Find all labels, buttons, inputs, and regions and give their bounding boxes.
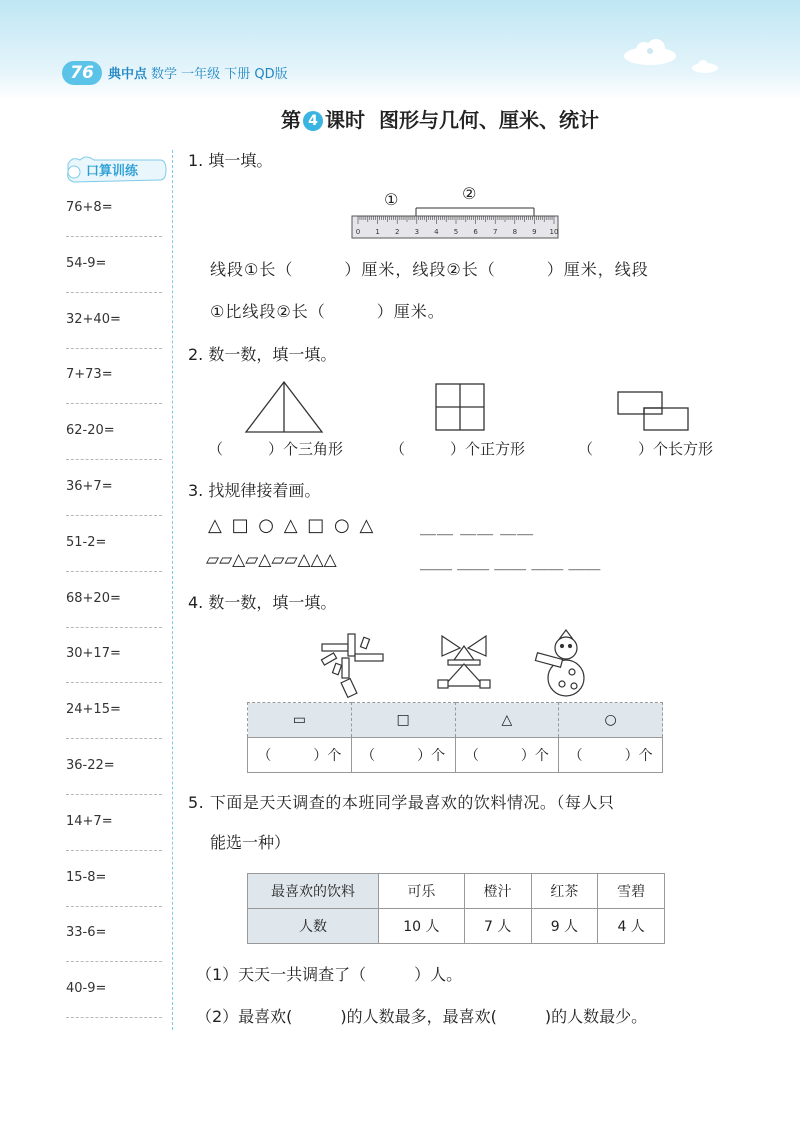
drink-count: 7 人 — [464, 909, 531, 944]
drink-name: 可乐 — [379, 874, 465, 909]
calc-item: 54-9= — [66, 255, 107, 271]
triangle-figure — [244, 380, 324, 434]
calc-answer-line — [66, 906, 162, 907]
answer-triangle[interactable]: （ ）个 — [455, 738, 559, 773]
q1-line2: ①比线段②长（ ）厘米。 — [210, 302, 445, 321]
calc-answer-line — [66, 682, 162, 683]
shape-count-header-row — [248, 703, 663, 738]
calc-answer-line — [66, 794, 162, 795]
q5-title-line2: 能选一种） — [210, 833, 291, 852]
drink-count: 9 人 — [531, 909, 598, 944]
ruler-tick-label: 0 — [355, 228, 361, 236]
calc-item: 24+15= — [66, 702, 121, 718]
figure-snowman — [530, 628, 592, 698]
calc-item: 68+20= — [66, 590, 121, 606]
answer-square[interactable]: （ ）个 — [351, 738, 455, 773]
calc-item: 36+7= — [66, 479, 113, 494]
q2-title: 2. 数一数，填一填。 — [188, 345, 337, 364]
calc-item: 40-9= — [66, 981, 107, 997]
header-circle-icon: ○ — [559, 703, 663, 738]
answer-rectangle[interactable]: （ ）个 — [248, 738, 352, 773]
calc-item: 33-6= — [66, 925, 107, 941]
segment1-label: ① — [384, 190, 399, 209]
page-number: 76 — [62, 61, 102, 85]
oral-training-label: 口算训练 — [86, 164, 139, 179]
calc-item: 76+8= — [66, 200, 113, 215]
book-brand: 典中点 — [108, 67, 148, 82]
calc-item: 36-22= — [66, 758, 115, 773]
q2-answer-square: （ ）个正方形 — [390, 440, 526, 458]
q2-answer-rectangle: （ ）个长方形 — [578, 440, 714, 458]
calc-answer-line — [66, 515, 162, 516]
ruler-tick-label: 6 — [473, 228, 478, 236]
calc-answer-line — [66, 403, 162, 404]
drink-count: 4 人 — [598, 909, 665, 944]
header-rectangle-icon: ▭ — [248, 703, 352, 738]
q4-title: 4. 数一数，填一填。 — [188, 593, 337, 612]
ruler-tick-label: 8 — [512, 228, 518, 236]
calc-item: 51-2= — [66, 534, 107, 550]
ruler-tick-label: 10 — [549, 228, 559, 236]
ruler-tick-label: 4 — [434, 228, 439, 236]
header-triangle-icon: △ — [455, 703, 559, 738]
calc-answer-line — [66, 961, 162, 962]
shape-count-answer-row — [248, 738, 663, 773]
ruler-tick-label: 9 — [532, 228, 537, 236]
ruler-figure — [350, 196, 562, 242]
figure-windmill — [318, 628, 388, 698]
ruler-tick-label: 2 — [394, 228, 400, 236]
sidebar-divider — [172, 150, 173, 1030]
calc-answer-line — [66, 1017, 162, 1018]
calc-item: 14+7= — [66, 813, 113, 829]
book-info — [108, 63, 288, 82]
calc-answer-line — [66, 571, 162, 572]
drink-header-label: 最喜欢的饮料 — [248, 874, 379, 909]
calc-answer-line — [66, 459, 162, 460]
drink-table — [247, 873, 665, 944]
answer-circle[interactable]: （ ）个 — [559, 738, 663, 773]
q3-title: 3. 找规律接着画。 — [188, 481, 321, 500]
q2-answer-triangle: （ ）个三角形 — [208, 440, 344, 458]
q3-row2-pattern: ▱▱△▱△▱▱△△△ — [206, 550, 337, 570]
drink-name: 红茶 — [531, 874, 598, 909]
q3-row2-blanks: ＿＿ ＿＿ ＿＿ ＿＿ ＿＿ — [420, 553, 601, 572]
drink-name: 雪碧 — [598, 874, 665, 909]
q1-title: 1. 填一填。 — [188, 151, 273, 170]
calc-answer-line — [66, 348, 162, 349]
drink-count: 10 人 — [379, 909, 465, 944]
ruler-tick-label: 1 — [375, 228, 380, 236]
lesson-number: 4 — [303, 111, 323, 131]
header-square-icon: □ — [351, 703, 455, 738]
lesson-topic: 图形与几何、厘米、统计 — [378, 108, 599, 132]
ruler-tick-label: 5 — [453, 228, 459, 236]
ruler-tick-label: 7 — [492, 228, 498, 236]
shape-count-table — [247, 702, 663, 773]
q5-sub1: （1）天天一共调查了（ ）人。 — [196, 965, 463, 984]
calc-item: 62-20= — [66, 423, 115, 439]
cloud-icon — [620, 38, 680, 68]
figure-person — [434, 634, 494, 690]
square-grid-figure — [434, 382, 486, 432]
calc-answer-line — [66, 850, 162, 851]
calc-answer-line — [66, 627, 162, 628]
calc-answer-line — [66, 292, 162, 293]
drink-table-header-row — [248, 874, 665, 909]
q3-row1-pattern: △ □ ○ △ □ ○ △ — [208, 515, 376, 536]
segment2-label: ② — [462, 184, 477, 203]
calc-answer-line — [66, 236, 162, 237]
q3-row1-blanks: ＿＿ ＿＿ ＿＿ — [420, 518, 535, 537]
lesson-title: 第 4 课时 图形与几何、厘米、统计 — [281, 108, 599, 132]
calc-item: 7+73= — [66, 367, 113, 383]
book-title: 数学 一年级 下册 QD版 — [151, 67, 288, 82]
calc-item: 15-8= — [66, 869, 107, 885]
q5-sub2: （2）最喜欢( )的人数最多，最喜欢( )的人数最少。 — [196, 1007, 648, 1026]
calc-answer-line — [66, 738, 162, 739]
header-band — [0, 0, 800, 100]
calc-item: 32+40= — [66, 311, 121, 327]
cloud-icon-small — [690, 58, 720, 74]
calc-item: 30+17= — [66, 646, 121, 662]
q1-line1: 线段①长（ ）厘米，线段②长（ ）厘米，线段 — [210, 260, 649, 279]
drink-name: 橙汁 — [464, 874, 531, 909]
drink-table-count-row — [248, 909, 665, 944]
rectangles-figure — [616, 390, 692, 434]
q5-title-line1: 5. 下面是天天调查的本班同学最喜欢的饮料情况。（每人只 — [188, 793, 615, 812]
ruler-tick-label: 3 — [414, 228, 420, 236]
count-row-label: 人数 — [248, 909, 379, 944]
